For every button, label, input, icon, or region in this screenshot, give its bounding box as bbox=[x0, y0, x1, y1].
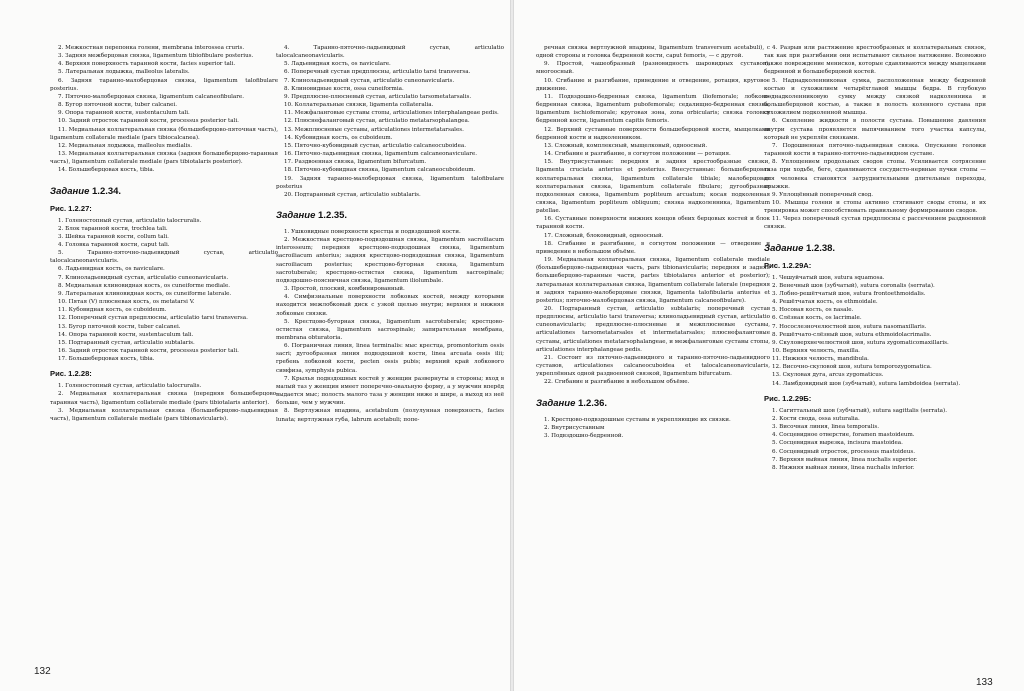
task-number: 1.2.35. bbox=[318, 209, 348, 221]
list-item: 6. Пограничная линия, linea terminalis: мыс крестца, promontorium ossis sacri; дугообразная линия подвздошной кости, linea arcuata ossis ilii; гребень лобковой кости, pecten ossis pubis; верхний край лобкового симфиза, symphysis pubica. bbox=[276, 343, 504, 374]
list-item: 5. Ладьевидная кость, os naviculare. bbox=[284, 61, 391, 68]
list-item: 3. Шейка таранной кости, collum tali. bbox=[58, 233, 169, 240]
list-item: 4. Разрыв или растяжение крестообразных и коллатеральных связок, так как при разгибании они испытывают сильное натяжение. Возможно также повреждение менисков, которые сдавливаются между мыщелками бедренной и большеберцовой костей. bbox=[764, 45, 986, 76]
figure-legend-list bbox=[764, 274, 986, 388]
list-item: 9. Опора таранной кости, sustentaculum tali. bbox=[58, 110, 190, 117]
list-item: 4. Головка таранной кости, caput tali. bbox=[58, 241, 170, 248]
list-item: 18. Пяточно-кубовидная связка, ligamentum calcaneocuboideum. bbox=[284, 167, 476, 174]
list-item: 10. Мышцы голени и стопы активно стягивают своды стопы, и их тренировка может способствовать правильному формированию сводов. bbox=[764, 199, 986, 215]
figure-legend-list bbox=[276, 44, 504, 199]
task-number: 1.2.36. bbox=[578, 397, 608, 409]
list-item: 1. Крестцово-подвздошные суставы и укрепляющие их связки. bbox=[544, 416, 731, 423]
task-number: 1.2.38. bbox=[806, 242, 836, 254]
list-item: 16. Задний отросток таранной кости, processus posterior tali. bbox=[58, 348, 239, 354]
list-item: 5. Носовая кость, os nasale. bbox=[772, 307, 854, 314]
list-item: 7. Клиноладьевидный сустав, articulatio cuneonavicularis. bbox=[58, 274, 229, 281]
figure-heading: Рис. 1.2.28: bbox=[50, 369, 92, 379]
task-heading bbox=[536, 397, 770, 410]
list-item: 1. Сагиттальный шов (зубчатый), sutura sagittalis (serrata). bbox=[772, 407, 947, 414]
list-item: 12. Верхний суставные поверхности большеберцовой кости, мыщелками бедренной кости и надколенником. bbox=[536, 126, 770, 141]
list-item: 17. Большеберцовая кость, tibia. bbox=[58, 356, 155, 363]
list-item: 1. Голеностопный сустав, articulatio talocruralis. bbox=[58, 217, 202, 224]
figure-legend-list bbox=[50, 382, 278, 423]
list-item: 7. Носослезночелюстной шов, sutura nasomaxillaris. bbox=[772, 323, 927, 330]
list-item: 11. Нижняя челюсть, mandibula. bbox=[772, 356, 869, 363]
list-item: 18. Сгибание и разгибание, в согнутом положении — отведение и приведение в небольшом объёме. bbox=[536, 240, 770, 255]
task-number: 1.2.34. bbox=[92, 185, 122, 197]
list-item: 22. Сгибание и разгибание в небольшом объёме. bbox=[544, 379, 690, 386]
list-item: 21. Состоит из пяточно-ладьевидного и таранно-пяточно-ладьевидного суставов, articulationes calcaneocuboidea et talocalcaneonavicularis, укреплённых одной раздвоенной связкой, ligamentum bifurcatum. bbox=[536, 354, 770, 378]
list-item: 10. Сгибание и разгибание, приведение и отведение, ротация, круговое движение. bbox=[536, 77, 770, 92]
task-label: Задание bbox=[50, 185, 90, 197]
list-item: 4. Решётчатая кость, os ethmoidale. bbox=[772, 299, 878, 306]
list-item: 3. Височная линия, linea temporalis. bbox=[772, 424, 879, 431]
task-heading bbox=[764, 242, 986, 255]
list-item: 11. Межфаланговые суставы стопы, articulationes interphalangeae pedis. bbox=[284, 110, 499, 117]
list-item: 1. Чешуйчатый шов, sutura squamosa. bbox=[772, 274, 885, 281]
list-item: 14. Кубовидная кость, os cuboideum. bbox=[284, 134, 393, 141]
task-heading bbox=[276, 209, 504, 222]
list-item: 12. Плюснефаланговый сустав, articulatio metatarsophalangeа. bbox=[284, 118, 470, 125]
list-item: 2. Кости свода, ossa suturalia. bbox=[772, 415, 860, 422]
list-item: 8. Клиновидные кости, ossa cuneiformia. bbox=[284, 85, 404, 92]
right-column-2 bbox=[764, 44, 986, 679]
list-item: 13. Скуловая дуга, arcus zygomaticus. bbox=[772, 372, 884, 379]
list-item: 11. Кубовидная кость, os cuboideum. bbox=[58, 307, 167, 314]
list-item: 3. Медиальная коллатеральная связка (большеберцово-ладьевидная часть), ligamentum collaterale mediale (pars tibionavicularis). bbox=[50, 407, 278, 422]
list-item: 15. Пяточно-кубовидный сустав, articulatio calcaneocuboidea. bbox=[284, 142, 467, 149]
list-item: 5. Сосцевидная вырезка, incisura mastoidea. bbox=[772, 440, 903, 447]
list-item: 2. Медиальная коллатеральная связка (передняя большеберцово-таранная часть), ligamentum collaterale mediale (pars tibiotalaris anterior). bbox=[50, 391, 278, 406]
list-item: 7. Пяточно-малоберцовая связка, ligamentum calcaneofibulare. bbox=[58, 93, 244, 100]
list-item: 19. Задняя таранно-малоберцовая связка, ligamentum talofibulare posterius bbox=[276, 175, 504, 190]
figure-legend-list bbox=[764, 407, 986, 472]
list-item: 17. Сложный, блоковидный, одноосный. bbox=[544, 232, 664, 239]
list-item: 13. Межплюсневые суставы, articulationes intermetatarsales. bbox=[284, 126, 464, 133]
figure-heading: Рис. 1.2.27: bbox=[50, 203, 92, 213]
list-item: 20. Подтаранный сустав, articulatio subtalaris; поперечный сустав предплюсны, articulatio tarsi transversa; клиноладьевидный сустав, articulatio cuneonavicularis; предплюсне-плюсневые и межплюсневые суставы, articulationes tarsometatarsales et intermetatarsales; плюснефаланговые суставы, articulationes metatarsophalangeae, и межфаланговые суставы стопы, articulationes interphalangeae pedis. bbox=[536, 306, 770, 353]
list-item: 16. Суставные поверхности нижних концов обеих берцовых костей и блок таранной кости. bbox=[536, 216, 770, 231]
list-item: 2. Блок таранной кости, trochlea tali. bbox=[58, 225, 168, 232]
list-item: 15. Подтаранный сустав, articulatio subtalaris. bbox=[58, 339, 195, 346]
list-item: 13. Медиальная коллатеральная связка (задняя большеберцово-таранная часть), ligamentum collaterale mediale (pars tibiotalaris posterior). bbox=[50, 151, 278, 166]
list-item: 16. Пяточно-ладьевидная связка, ligamentum calcaneonaviculare. bbox=[284, 151, 478, 158]
list-item: 12. Медиальная лодыжка, malleolus medialis. bbox=[58, 142, 193, 149]
list-item: 10. Коллатеральные связки, ligamenta collateralia. bbox=[284, 102, 434, 109]
task-label: Задание bbox=[764, 242, 804, 254]
list-item: 2. Венечный шов (зубчатый), sutura coronalis (serrata). bbox=[772, 282, 935, 289]
list-item: 9. Простой, чашеобразный (разновидность шаровидных суставов), многоосный. bbox=[536, 61, 770, 76]
list-item: речная связка вертлужной впадины, ligamentum transversum acetabuli), с одной стороны и головка бедренной кости, caput femoris, — с другой. bbox=[536, 45, 770, 60]
list-item: 10. Пятая (V) плюсневая кость, os metatarsi V. bbox=[58, 299, 195, 306]
list-item: 9. Уплощённый поперечный свод. bbox=[772, 191, 874, 198]
list-item: 10. Верхняя челюсть, maxilla. bbox=[772, 348, 860, 354]
left-column-1 bbox=[50, 44, 278, 679]
list-item: 10. Задний отросток таранной кости, processus posterior tali. bbox=[58, 118, 239, 125]
list-item: 8. Нижняя выйная линия, linea nuchalis inferior. bbox=[772, 464, 915, 471]
list-item: 8. Бугор пяточной кости, tuber calcanei. bbox=[58, 102, 177, 109]
right-column-1 bbox=[536, 44, 770, 679]
list-item: 7. Верхняя выйная линия, linea nuchalis superior. bbox=[772, 456, 918, 463]
list-item: 3. Подвздошно-бедренной. bbox=[544, 432, 624, 439]
list-item: 6. Сосцевидный отросток, processus mastoideus. bbox=[772, 448, 915, 455]
list-item: 2. Межкостная крестцово-подвздошная связка, ligamentum sacroiliacum interosseum; передняя крестцово-подвздошная связка, ligamentum sacroiliacum anterius; задняя крестцово-подвздошная связка, ligamentum sacroiliacum posterius; крестцово-бугорная связка, ligamentum sacrotuberale; крестцово-остистая связка, ligamentum sacrospinale; подвздошно-поясничная связка, ligamentum iliolumbale. bbox=[276, 237, 504, 284]
figure-heading: Рис. 1.2.29А: bbox=[764, 260, 812, 270]
answer-list bbox=[276, 228, 504, 424]
list-item: 11. Подвздошно-бедренная связка, ligamentum iliofemorale; лобково-бедренная связка, ligamentum pubofemorale; седалищно-бедренная связка, ligamentum ischiofemorale; круговая зона, zona orbicularis; связка головки бедренной кости, ligamentum capitis femoris. bbox=[536, 93, 770, 125]
page-number: 133 bbox=[976, 677, 993, 688]
task-label: Задание bbox=[276, 209, 316, 221]
right-page bbox=[514, 0, 1024, 691]
answer-list bbox=[536, 44, 770, 387]
list-item: 9. Предплюсне-плюсневый сустав, articulatio tarsometatarsalis. bbox=[284, 93, 472, 100]
list-item: 11. Медиальная коллатеральная связка (большеберцово-пяточная часть), ligamentum collaterale mediale (pars tibiocalcanea). bbox=[50, 126, 278, 141]
task-label: Задание bbox=[536, 397, 576, 409]
list-item: 12. Поперечный сустав предплюсны, articulatio tarsi transversa. bbox=[58, 315, 248, 322]
list-item: 4. Сосцевидное отверстие, foramen mastoideum. bbox=[772, 432, 915, 439]
list-item: 14. Опора таранной кости, sustentaculum tali. bbox=[58, 331, 194, 338]
answer-list bbox=[764, 44, 986, 232]
list-item: 6. Слёзная кость, os lacrimale. bbox=[772, 315, 862, 322]
list-item: 14. Сгибание и разгибание, в согнутом положении — ротация. bbox=[544, 151, 731, 158]
list-item: 9. Скуловерхнечелюстной шов, sutura zygomaticomaxillaris. bbox=[772, 339, 949, 346]
list-item: 2. Внутрисуставным bbox=[544, 424, 605, 431]
list-item: 5. Наднадколенниковая сумка, расположенная между бедренной костью и сухожилием четырёхглавой мышцы бедра. В глубокую поднадколенниковую сумку между связкой надколенника и большеберцовой костью, а также в полость коленного сустава при сухожилием подколенной мышцы. bbox=[764, 77, 986, 117]
page-number: 132 bbox=[34, 666, 51, 677]
list-item: 15. Внутрисуставные: передняя и задняя крестообразные связки, ligamenta cruciata anterius et posterius. Внесуставные: большеберцовая коллатеральная связка, ligamentum collaterale tibiale; малоберцовая коллатеральная связка, ligamentum collaterale fibulare; дугообразная подколенная связка, ligamentum popliteum arcuatum; косая подколенная связка, ligamentum popliteum obliquum; связка надколенника, ligamentum patellae. bbox=[536, 159, 770, 215]
task-heading bbox=[50, 185, 278, 198]
figure-legend-list bbox=[50, 217, 278, 364]
list-item: 8. Решётчато-слёзный шов, sutura ethmoidolacrimalis. bbox=[772, 331, 932, 338]
list-item: 1. Ушковидные поверхности крестца и подвздошной кости. bbox=[284, 228, 461, 235]
figure-heading: Рис. 1.2.29Б: bbox=[764, 393, 812, 403]
list-item: 14. Ламбдовидный шов (зубчатый), sutura lambdoidea (serrata). bbox=[772, 380, 961, 387]
list-item: 4. Верхняя поверхность таранной кости, facies superior tali. bbox=[58, 61, 236, 68]
list-item: 6. Ладьевидная кость, os naviculare. bbox=[58, 266, 165, 273]
list-item: 13. Сложный, комплексный, мыщелковый, одноосный. bbox=[544, 142, 708, 149]
list-item: 4. Симфизиальные поверхности лобковых костей, между которыми находится межлобковый диск с узкой щелью внутри; верхняя и нижняя лобковые связки. bbox=[276, 294, 504, 317]
list-item: 8. Медиальная клиновидная кость, os cuneiforme mediale. bbox=[58, 282, 231, 289]
list-item: 6. Скопление жидкости в полости сустава. Повышение давления внутри сустава проявляется выпячиванием того участка капсулы, который не укреплён связками. bbox=[764, 118, 986, 141]
list-item: 13. Бугор пяточной кости, tuber calcanei. bbox=[58, 323, 181, 330]
list-item: 11. Через поперечный сустав предплюсны с рассечением раздвоенной связки. bbox=[764, 216, 986, 231]
list-item: 7. Подошвенная пяточно-ладьевидная связка. Опускание головки таранной кости в таранно-пяточно-ладьевидном суставе. bbox=[764, 142, 986, 158]
list-item: 8. Вертлужная впадина, acetabulum (полулунная поверхность, facies lunata; вертлужная губа, labrum acetabuli; попе- bbox=[276, 408, 504, 423]
list-item: 4. Таранно-пяточно-ладьевидный сустав, articulatio talocalcaneonavicularis. bbox=[276, 45, 504, 60]
list-item: 20. Подтаранный сустав, articulatio subtalaris. bbox=[284, 191, 421, 198]
list-item: 9. Латеральная клиновидная кость, os cuneiforme laterale. bbox=[58, 290, 232, 297]
list-item: 19. Медиальная коллатеральная связка, ligamentum collaterale mediale (большеберцово-ладьевидная часть, pars tibionavicularis; передняя и задняя большеберцово-таранные части, partes tibiotalares anterior et posterior); латеральная коллатеральная связка, ligamentum collaterale laterale (передняя и задняя таранно-малоберцовые связки, ligamenta talofibularia anterius et posterius; пяточно-малоберцовая связка, ligamentum calcaneofibulare). bbox=[536, 257, 770, 304]
list-item: 3. Лобно-решётчатый шов, sutura frontoethmoidalis. bbox=[772, 290, 926, 297]
list-item: 12. Височно-скуловой шов, sutura temporozygomatica. bbox=[772, 364, 932, 371]
list-item: 5. Таранно-пяточно-ладьевидный сустав, articulatio talocalcaneonavicularis. bbox=[50, 250, 278, 265]
list-item: 2. Межкостная перепонка голени, membrana interossea cruris. bbox=[58, 45, 245, 51]
list-item: 3. Задняя межберцовая связка, ligamentum tibiofibulare posterius. bbox=[58, 53, 254, 60]
left-page bbox=[0, 0, 510, 691]
list-item: 17. Раздвоенная связка, ligamentum bifurcatum. bbox=[284, 159, 427, 166]
list-item: 7. Крылья подвздошных костей у женщин развернуты в стороны; вход в малый таз у женщин имеет поперечно-овальную форму, а у мужчин вперёд выдается мыс; полость малого таза у женщин ниже и шире, а выход из неё больше, чем у мужчин. bbox=[276, 375, 504, 407]
list-item: 8. Уплощением продольных сводов стопы. Усиливается сотрясение таза при ходьбе, беге, сдавливаются сосудисто-нервные пучки стопы — для человека становятся затруднительными длительные переходы, прыжки. bbox=[764, 159, 986, 190]
list-item: 5. Крестцово-бугорная связка, ligamentum sacrotuberale; крестцово-остистая связка, ligamentum sacrospinale; запирательная мембрана, membrana obturatoria. bbox=[276, 318, 504, 341]
list-item: 3. Простой, плоский, комбинированный. bbox=[284, 286, 405, 293]
list-item: 1. Голеностопный сустав, articulatio talocruralis. bbox=[58, 383, 202, 390]
list-item: 6. Поперечный сустав предплюсны, articulatio tarsi transversa. bbox=[284, 69, 471, 76]
list-item: 14. Большеберцовая кость, tibia. bbox=[58, 167, 155, 174]
list-item: 5. Латеральная лодыжка, malleolus lateralis. bbox=[58, 69, 190, 76]
list-item: 6. Задняя таранно-малоберцовая связка, ligamentum talofibulare posterius. bbox=[50, 77, 278, 92]
answer-list bbox=[50, 44, 278, 175]
list-item: 7. Клиноладьевидный сустав, articulatio cuneonavicularis. bbox=[284, 77, 455, 84]
answer-list bbox=[536, 416, 770, 440]
left-column-2 bbox=[276, 44, 504, 679]
